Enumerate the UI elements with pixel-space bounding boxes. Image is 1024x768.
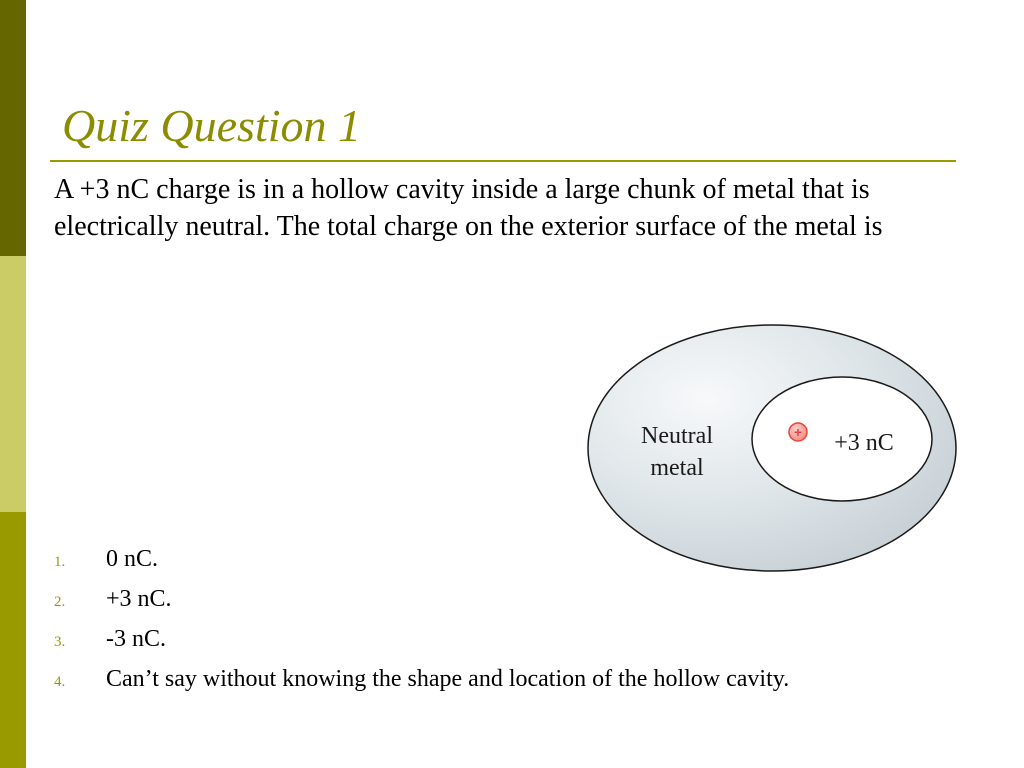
answer-choice[interactable] — [0, 664, 906, 695]
answer-choice[interactable] — [0, 624, 906, 655]
choice-number: 2. — [54, 594, 66, 610]
choice-text: 0 nC. — [106, 546, 159, 572]
sidebar-band-top — [0, 0, 26, 256]
charge-symbol: + — [793, 424, 803, 440]
title-underline — [50, 160, 956, 162]
answer-choice[interactable] — [0, 584, 906, 615]
choice-text: +3 nC. — [106, 586, 172, 612]
choice-number: 1. — [54, 554, 66, 570]
metal-label-line2: metal — [650, 455, 704, 481]
choice-number: 3. — [54, 634, 66, 650]
answer-choice[interactable] — [0, 544, 906, 575]
sidebar-band-middle — [0, 256, 26, 512]
choice-text: Can’t say without knowing the shape and location of the hollow cavity. — [106, 666, 790, 692]
answer-choices — [0, 544, 1000, 704]
question-text: A +3 nC charge is in a hollow cavity inside a large chunk of metal that is electrically neutral. The total charge on the exterior surface of the metal is — [54, 174, 883, 242]
choice-text: -3 nC. — [106, 626, 166, 652]
slide-title: Quiz Question 1 — [62, 100, 361, 151]
choice-number: 4. — [54, 674, 66, 690]
charge-label: +3 nC — [834, 430, 894, 456]
metal-cavity-diagram — [586, 322, 962, 574]
metal-label-line1: Neutral — [641, 423, 713, 449]
